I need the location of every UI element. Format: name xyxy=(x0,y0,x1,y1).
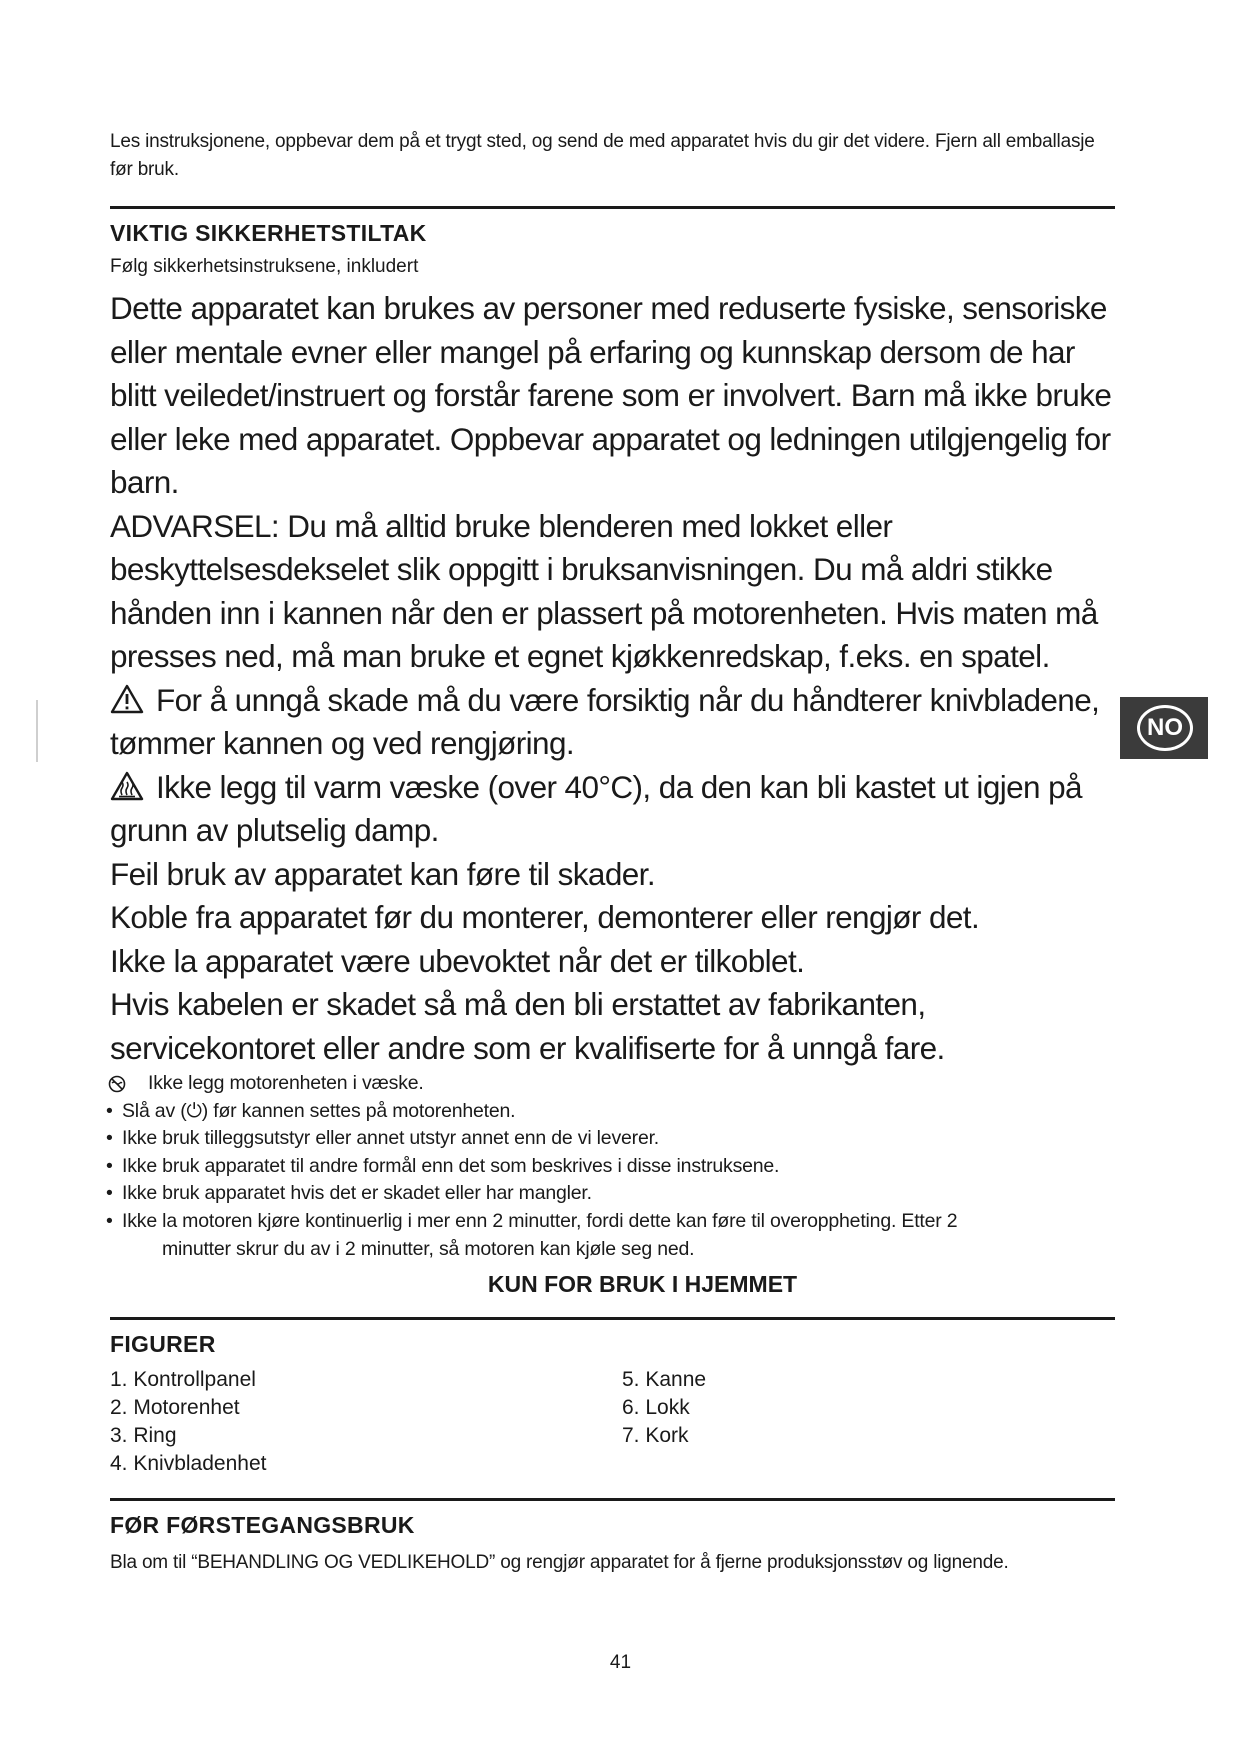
safety-paragraph-3-text: For å unngå skade må du være forsiktig når du håndterer knivbladene, tømmer kannen og ved rengjøring. xyxy=(110,681,1100,761)
figure-item: 3. Ring xyxy=(110,1424,177,1448)
figure-item: 4. Knivbladenhet xyxy=(110,1452,267,1476)
list-item: • Slå av (⏻) før kannen settes på motorenheten. xyxy=(106,1099,516,1122)
hot-surface-warning-icon xyxy=(110,771,144,801)
list-item xyxy=(110,1070,1115,1098)
figure-item: 1. Kontrollpanel xyxy=(110,1368,256,1392)
safety-list xyxy=(106,1070,1115,1263)
first-use-text: Bla om til “BEHANDLING OG VEDLIKEHOLD” og rengjør apparatet for å fjerne produksjonsstøv og lignende. xyxy=(110,1552,1009,1574)
figures-title: FIGURER xyxy=(110,1331,216,1358)
safety-paragraph-6: Koble fra apparatet før du monterer, demonterer eller rengjør det. xyxy=(110,899,980,935)
list-item: • Ikke la motoren kjøre kontinuerlig i mer enn 2 minutter, fordi dette kan føre til overoppheting. Etter 2 minutter skrur du av i 2 minutter, så motoren kan kjøle seg ned. xyxy=(110,1208,1115,1263)
section-divider xyxy=(110,1498,1115,1501)
figures-left-column xyxy=(110,1366,622,1478)
list-item-text: Ikke bruk apparatet til andre formål enn det som beskrives i disse instruksene. xyxy=(122,1154,780,1177)
figure-item: 2. Motorenhet xyxy=(110,1396,240,1420)
list-item-text: Slå av (⏻) før kannen settes på motorenheten. xyxy=(122,1099,516,1122)
safety-paragraph-1: Dette apparatet kan brukes av personer med reduserte fysiske, sensoriske eller mentale evner eller mangel på erfaring og kunnskap dersom de har blitt veiledet/instruert og forstår farene som er involvert. Barn må ikke bruke eller leke med apparatet. Oppbevar apparatet og ledningen utilgjengelig for barn. xyxy=(110,290,1112,500)
list-item-continuation: minutter skrur du av i 2 minutter, så motoren kan kjøle seg ned. xyxy=(162,1237,695,1260)
safety-subtitle: Følg sikkerhetsinstruksene, inkludert xyxy=(110,256,419,277)
safety-paragraph-7: Ikke la apparatet være ubevoktet når det er tilkoblet. xyxy=(110,942,805,979)
safety-paragraph-4-text: Ikke legg til varm væske (over 40°C), da den kan bli kastet ut igjen på grunn av plutselig damp. xyxy=(110,768,1082,848)
list-item-text: Ikke la motoren kjøre kontinuerlig i mer enn 2 minutter, fordi dette kan føre til overoppheting. Etter 2 xyxy=(122,1209,958,1232)
safety-paragraph-3 xyxy=(110,679,1115,766)
list-item-text: Ikke bruk tilleggsutstyr eller annet utstyr annet enn de vi leverer. xyxy=(122,1127,660,1150)
page-number: 41 xyxy=(609,1652,632,1673)
list-item-text: Ikke bruk apparatet hvis det er skadet eller har mangler. xyxy=(122,1182,592,1205)
safety-paragraph-5: Feil bruk av apparatet kan føre til skader. xyxy=(110,855,655,892)
safety-text-block xyxy=(110,287,1115,1070)
safety-paragraph-2: ADVARSEL: Du må alltid bruke blenderen med lokket eller beskyttelsesdekselet slik oppgitt i bruksanvisningen. Du må aldri stikke hånden inn i kannen når den er plassert på motorenheten. Hvis maten må presses ned, må man bruke et egnet kjøkkenredskap, f.eks. en spatel. xyxy=(110,507,1098,674)
figure-item: 5. Kanne xyxy=(622,1368,707,1392)
list-item: • Ikke bruk apparatet til andre formål enn det som beskrives i disse instruksene. xyxy=(106,1154,780,1177)
language-badge xyxy=(1120,697,1208,759)
intro-text: Les instruksjonene, oppbevar dem på et trygt sted, og send de med apparatet hvis du gir det videre. Fjern all emballasje før bruk. xyxy=(110,131,1095,180)
figure-item: 6. Lokk xyxy=(622,1396,690,1420)
section-divider xyxy=(110,206,1115,209)
figures-list xyxy=(110,1366,1115,1478)
list-item: • Ikke bruk tilleggsutstyr eller annet utstyr annet enn de vi leverer. xyxy=(106,1127,660,1150)
document-page xyxy=(106,128,1115,1577)
section-divider xyxy=(110,1317,1115,1320)
first-use-title: FØR FØRSTEGANGSBRUK xyxy=(110,1512,415,1539)
figure-item: 7. Kork xyxy=(622,1424,689,1448)
list-item-text: Ikke legg motorenheten i væske. xyxy=(148,1072,424,1094)
warning-triangle-icon xyxy=(110,684,144,714)
safety-title: VIKTIG SIKKERHETSTILTAK xyxy=(110,220,427,246)
figures-right-column xyxy=(622,1366,706,1478)
do-not-immerse-icon xyxy=(108,1075,126,1093)
safety-paragraph-4 xyxy=(110,766,1115,853)
home-use-only-note: KUN FOR BRUK I HJEMMET xyxy=(487,1271,798,1298)
page-edge-mark xyxy=(36,700,38,762)
safety-paragraph-8: Hvis kabelen er skadet så må den bli erstattet av fabrikanten, servicekontoret eller andre som er kvalifiserte for å unngå fare. xyxy=(110,986,945,1066)
list-item: • Ikke bruk apparatet hvis det er skadet eller har mangler. xyxy=(106,1182,592,1205)
language-badge-label: NO xyxy=(1137,705,1193,751)
